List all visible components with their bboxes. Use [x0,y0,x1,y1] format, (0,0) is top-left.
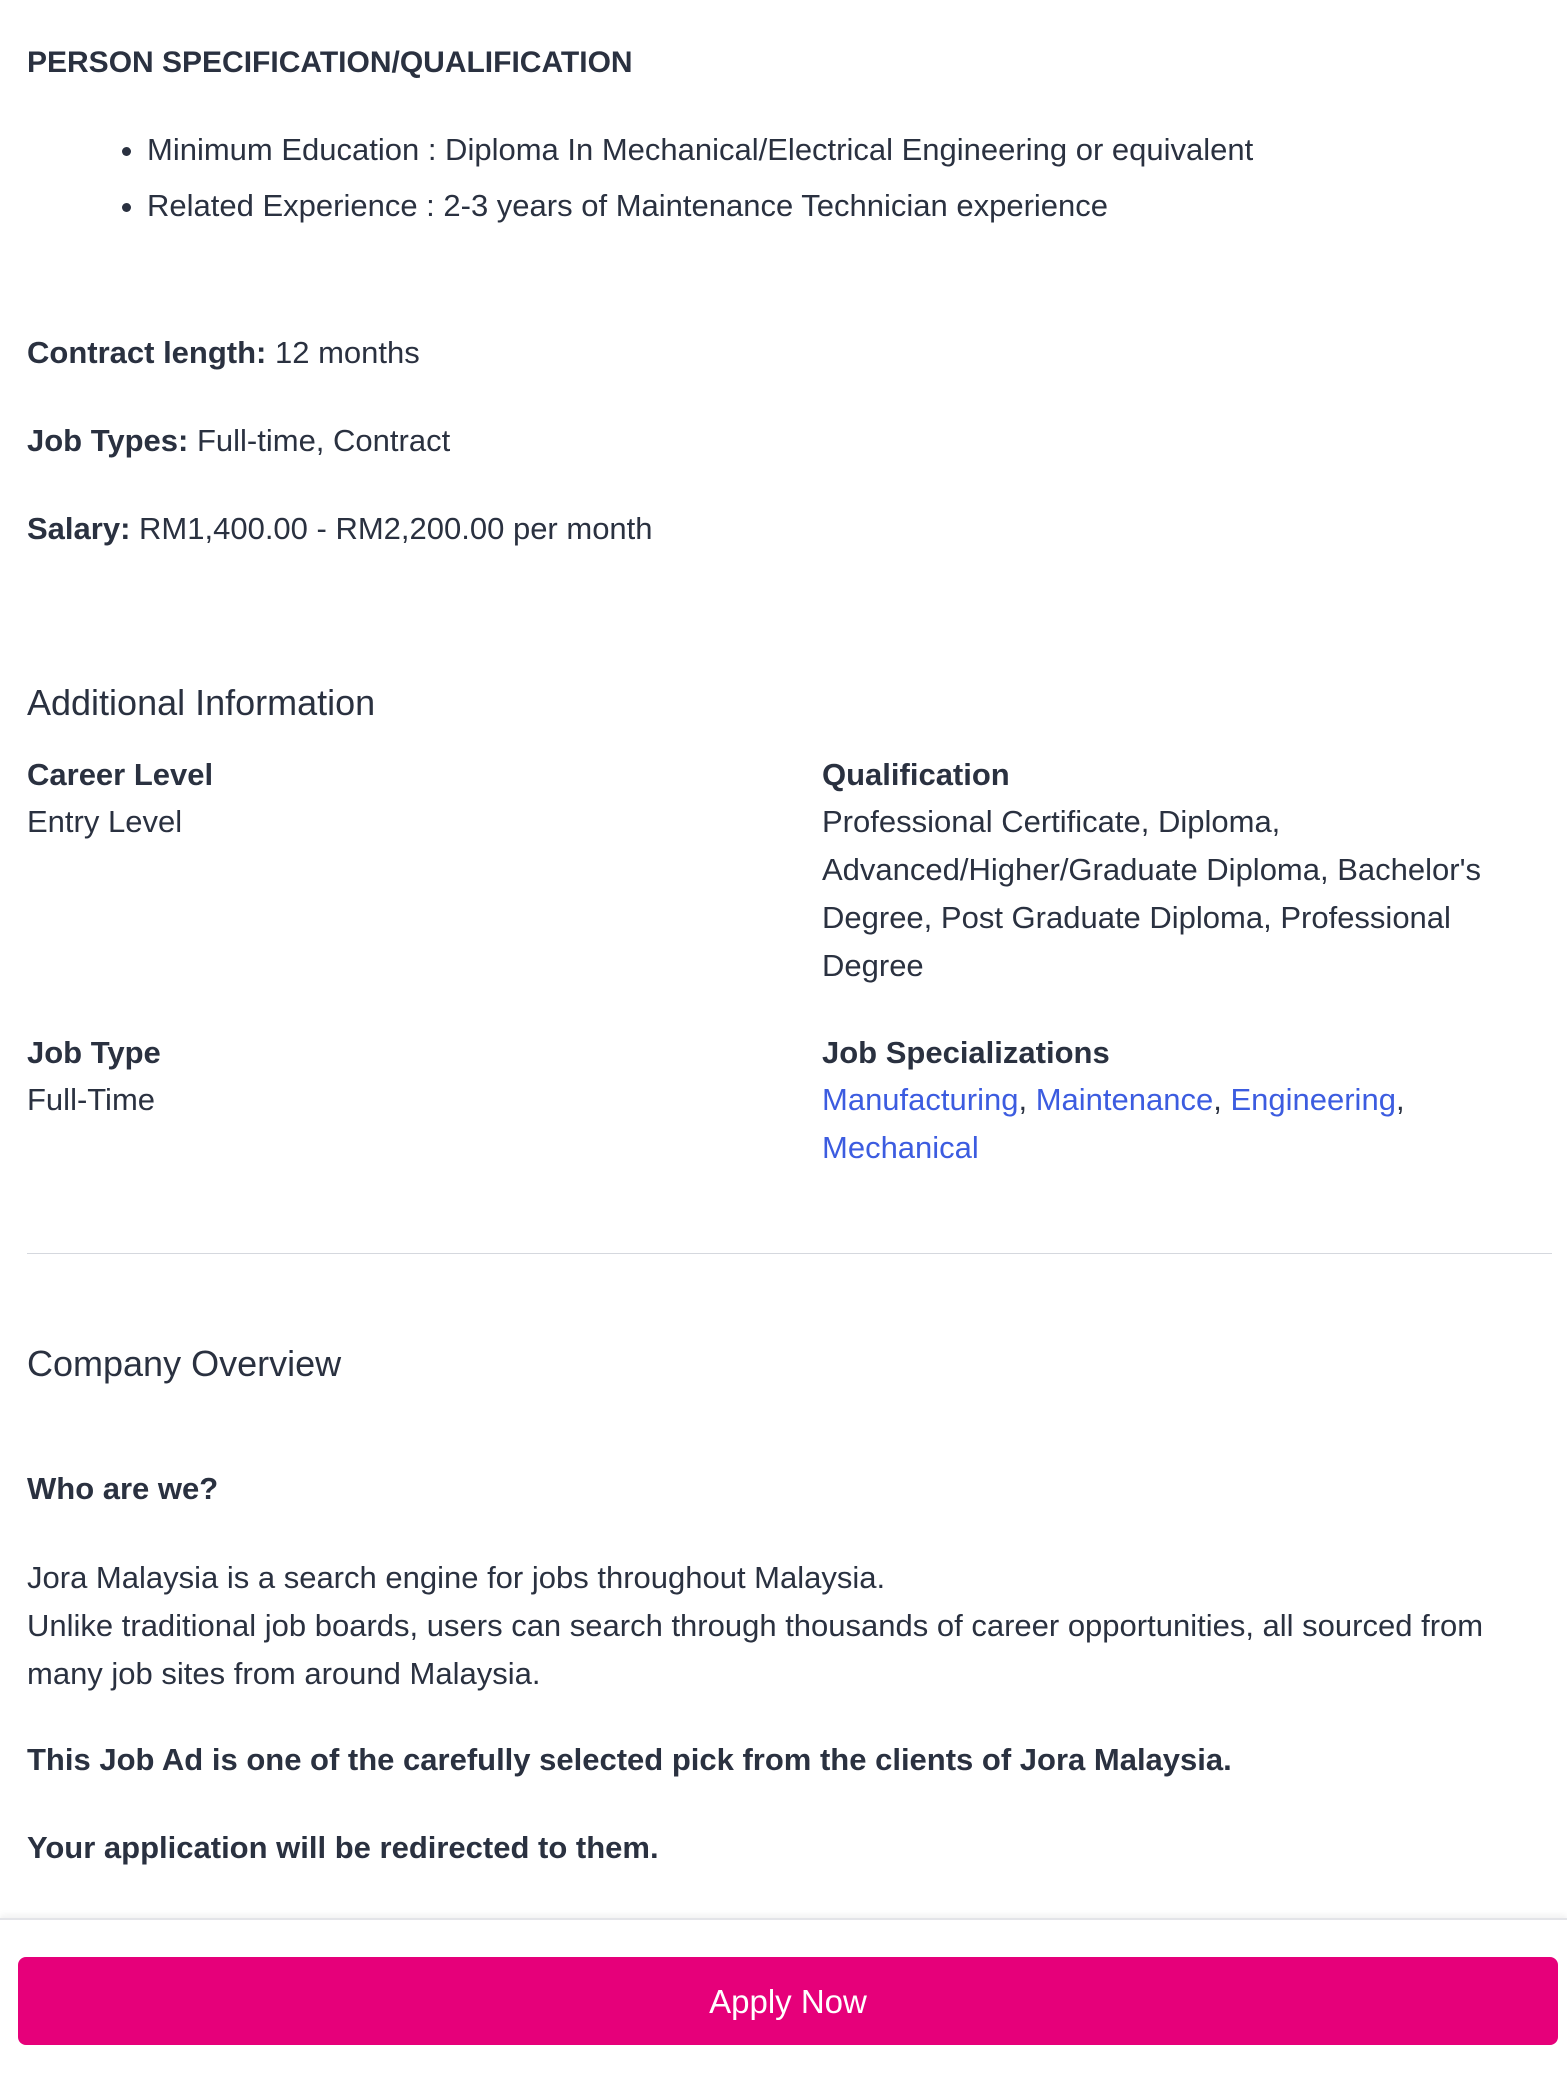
salary-row [27,509,653,549]
specialization-link-engineering[interactable]: Engineering [1230,1082,1396,1117]
job-type-value: Full-Time [27,1082,156,1117]
separator: , [1395,1082,1405,1117]
job-specializations-list [822,1076,1552,1172]
job-specializations-label: Job Specializations [822,1035,1110,1070]
separator: , [1018,1082,1028,1117]
career-level-label: Career Level [27,757,214,792]
who-are-we-heading: Who are we? [27,1471,219,1506]
separator: , [1213,1082,1222,1117]
company-description [27,1554,1552,1698]
apply-now-button[interactable]: Apply Now [18,1957,1558,2045]
company-description-line: Unlike traditional job boards, users can search through thousands of career opportunities, all sourced from many job sites from around Malaysia. [27,1608,1484,1691]
career-level-value: Entry Level [27,804,183,839]
redirect-notice: Your application will be redirected to them. [27,1830,659,1865]
job-type-label: Job Type [27,1035,161,1070]
list-item: • Minimum Education : Diploma In Mechanical/Electrical Engineering or equivalent [147,130,1253,186]
specialization-link-maintenance[interactable]: Maintenance [1035,1082,1214,1117]
job-types-row [27,421,450,461]
job-types-label: Job Types: [27,423,189,458]
salary-value: RM1,400.00 - RM2,200.00 per month [139,511,653,546]
contract-length-label: Contract length: [27,335,267,370]
list-item: • Related Experience : 2-3 years of Maintenance Technician experience [147,186,1253,242]
job-types-value: Full-time, Contract [196,423,451,458]
section-divider [27,1253,1552,1254]
contract-length-row [27,333,420,373]
salary-label: Salary: [27,511,131,546]
company-overview-title: Company Overview [27,1343,342,1384]
person-spec-list [27,130,1253,242]
job-ad-notice: This Job Ad is one of the carefully selected pick from the clients of Jora Malaysia. [27,1742,1232,1777]
specialization-link-mechanical[interactable]: Mechanical [822,1130,979,1165]
qualification-label: Qualification [822,757,1010,792]
qualification-value: Professional Certificate, Diploma, Advanced/Higher/Graduate Diploma, Bachelor's Degree, Post Graduate Diploma, Professional Degree [822,804,1481,983]
company-description-line: Jora Malaysia is a search engine for jobs throughout Malaysia. [27,1560,886,1595]
person-spec-heading: PERSON SPECIFICATION/QUALIFICATION [27,46,633,79]
specialization-link-manufacturing[interactable]: Manufacturing [822,1082,1019,1117]
contract-length-value: 12 months [275,335,420,370]
additional-info-title: Additional Information [27,682,376,723]
